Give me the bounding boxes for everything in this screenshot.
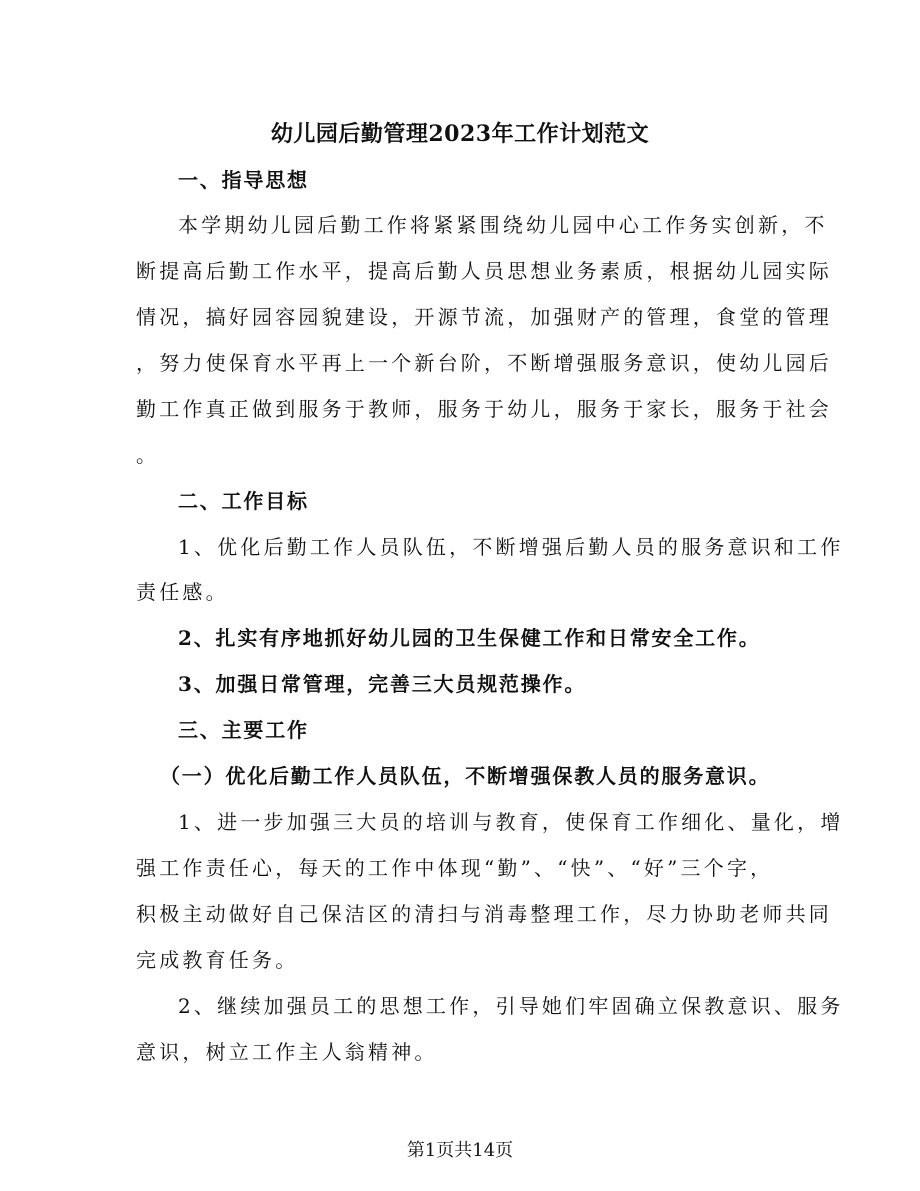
paragraph-line: 。 <box>136 443 160 467</box>
section-heading: 三、主要工作 <box>178 718 309 742</box>
section-heading: 一、指导思想 <box>178 168 309 192</box>
list-item-line: 1、进一步加强三大员的培训与教育，使保育工作细化、量化，增 <box>178 810 844 834</box>
list-item-line: 完成教育任务。 <box>136 948 299 972</box>
section-heading: 二、工作目标 <box>178 489 309 513</box>
document-title: 幼儿园后勤管理2023年工作计划范文 <box>270 121 650 147</box>
paragraph-line: 断提高后勤工作水平，提高后勤人员思想业务素质，根据幼儿园实际 <box>136 259 832 283</box>
paragraph-line: 勤工作真正做到服务于教师，服务于幼儿，服务于家长，服务于社会 <box>136 397 832 421</box>
list-item-line: 强工作责任心，每天的工作中体现“勤”、“快”、“好”三个字， <box>136 856 774 880</box>
paragraph-line: 本学期幼儿园后勤工作将紧紧围绕幼儿园中心工作务实创新，不 <box>178 213 828 237</box>
list-item-line: 积极主动做好自己保洁区的清扫与消毒整理工作，尽力协助老师共同 <box>136 902 832 926</box>
paragraph-line: 情况，搞好园容园貌建设，开源节流，加强财产的管理，食堂的管理 <box>136 305 832 329</box>
list-item-line: 2、扎实有序地抓好幼儿园的卫生保健工作和日常安全工作。 <box>178 626 761 650</box>
list-item-line: 3、加强日常管理，完善三大员规范操作。 <box>178 672 587 696</box>
paragraph-line: ，努力使保育水平再上一个新台阶，不断增强服务意识，使幼儿园后 <box>136 351 832 375</box>
list-item-line: 意识，树立工作主人翁精神。 <box>136 1040 438 1064</box>
list-item-line: 2、继续加强员工的思想工作，引导她们牢固确立保教意识、服务 <box>178 994 844 1018</box>
page-footer: 第1页共14页 <box>406 1140 514 1161</box>
list-item-line: 责任感。 <box>136 580 229 604</box>
list-item-line: 1、优化后勤工作人员队伍，不断增强后勤人员的服务意识和工作 <box>178 535 844 559</box>
subsection-heading: （一）优化后勤工作人员队伍，不断增强保教人员的服务意识。 <box>160 764 771 788</box>
